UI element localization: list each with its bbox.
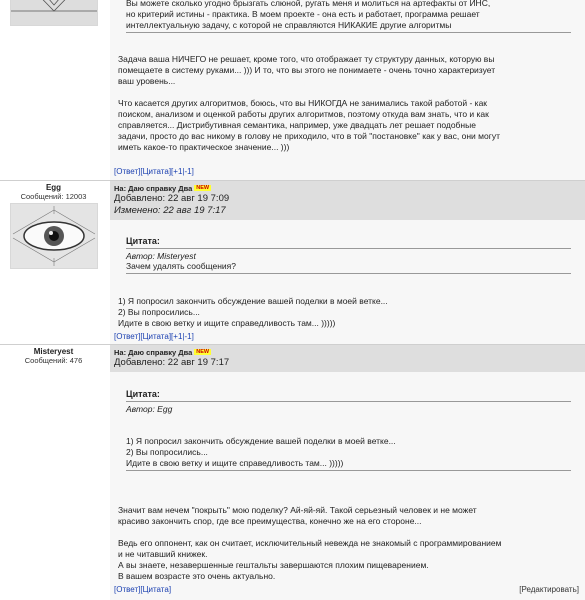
avatar bbox=[10, 203, 98, 269]
new-badge: NEW bbox=[196, 185, 210, 191]
rate-link[interactable]: [+1|-1] bbox=[171, 167, 194, 176]
quote-link[interactable]: [Цитата] bbox=[140, 167, 172, 176]
quote-line: но критерий истины - практика. В моем проекте - она есть и работает, программа решает bbox=[126, 9, 480, 19]
avatar bbox=[10, 0, 98, 26]
post-2 bbox=[0, 181, 585, 344]
text-line: Задача ваша НИЧЕГО не решает, кроме того, что отображает ту структуру данных, которую вы bbox=[118, 54, 495, 64]
post-3-author bbox=[0, 345, 107, 365]
text-line: 2) Вы попросились... bbox=[118, 307, 200, 317]
author-name[interactable]: Egg bbox=[45, 183, 62, 192]
text-line: Значит вам нечем "покрыть" мою поделку? Ай-яй-яй. Такой серьезный человек и не может bbox=[118, 505, 477, 515]
post-3-content bbox=[110, 345, 585, 600]
post-date-added: Добавлено: 22 авг 19 7:09 bbox=[114, 193, 230, 204]
post-2-author bbox=[0, 181, 107, 269]
text-line: Идите в свою ветку и ищите справедливость там... ))))) bbox=[118, 318, 336, 328]
reply-link[interactable]: [Ответ] bbox=[114, 167, 141, 176]
edit-link[interactable]: [Редактировать] bbox=[519, 585, 579, 594]
post-title[interactable]: На: Даю справку Два bbox=[114, 184, 193, 193]
text-line: В вашем возрасте это очень актуально. bbox=[118, 571, 276, 581]
text-line: и не читавший книжек. bbox=[118, 549, 208, 559]
post-2-content bbox=[110, 181, 585, 344]
text-line: 1) Я попросил закончить обсуждение вашей поделки в моей ветке... bbox=[118, 296, 388, 306]
text-line: Ведь его оппонент, как он считает, исключительный невежда не знакомый с программированием bbox=[118, 538, 502, 548]
author-post-count: Сообщений: 12003 bbox=[20, 192, 87, 201]
avatar-image bbox=[11, 0, 97, 25]
text-line: справляется... Дистрибутивная семантика, например, уже двадцать лет решает подобные bbox=[118, 120, 476, 130]
quote-author: Автор: Egg bbox=[126, 404, 173, 414]
post-date-added: Добавлено: 22 авг 19 7:17 bbox=[114, 357, 230, 368]
post-2-actions bbox=[114, 332, 194, 341]
quote-line: 2) Вы попросились... bbox=[126, 447, 208, 457]
post-title[interactable]: На: Даю справку Два bbox=[114, 348, 193, 357]
post-1-paragraph-1 bbox=[118, 54, 567, 87]
post-date-edited: Изменено: 22 авг 19 7:17 bbox=[114, 205, 226, 216]
text-line: поиском, анализом и оценкой работы других алгоритмов, поэтому откуда вам знать, что и как bbox=[118, 109, 489, 119]
post-1 bbox=[0, 0, 585, 181]
post-3-quote bbox=[126, 389, 571, 471]
text-line: иметь какое-то практическое значение... ))) bbox=[118, 142, 290, 152]
post-1-content bbox=[110, 0, 585, 181]
text-line: красиво закончить спор, где все преимущества, конечно же на его стороне... bbox=[118, 516, 422, 526]
quote-label: Цитата: bbox=[126, 389, 571, 402]
eye-avatar-image bbox=[11, 204, 97, 268]
author-name[interactable]: Misteryest bbox=[33, 347, 74, 356]
quote-link[interactable]: [Цитата] bbox=[140, 585, 172, 594]
text-line: А вы знаете, незавершенные гештальты завершаются плохим пищеварением. bbox=[118, 560, 429, 570]
quote-link[interactable]: [Цитата] bbox=[140, 332, 172, 341]
post-3-header bbox=[110, 345, 585, 372]
quote-line: Вы можете сколько угодно брызгать слюной, ругать меня и молиться на артефакты от ИНС, bbox=[126, 0, 491, 8]
quote-line: интеллектуальную задачу, с которой не справляются НИКАКИЕ другие алгоритмы bbox=[126, 20, 452, 30]
quote-line: Идите в свою ветку и ищите справедливость там... ))))) bbox=[126, 458, 344, 468]
reply-link[interactable]: [Ответ] bbox=[114, 332, 141, 341]
quote-text bbox=[126, 0, 571, 33]
text-line: ваш уровень... bbox=[118, 76, 176, 86]
post-2-body bbox=[118, 296, 567, 329]
rate-link[interactable]: [+1|-1] bbox=[171, 332, 194, 341]
post-2-header bbox=[110, 181, 585, 220]
post-1-actions bbox=[114, 167, 194, 176]
text-line: Что касается других алгоритмов, боюсь, что вы НИКОГДА не занимались такой работой - как bbox=[118, 98, 488, 108]
new-badge: NEW bbox=[196, 349, 210, 355]
post-2-quote bbox=[126, 236, 571, 274]
quote-text bbox=[126, 436, 571, 471]
post-1-paragraph-2 bbox=[118, 98, 567, 153]
quote-label: Цитата: bbox=[126, 236, 571, 249]
quote-line: 1) Я попросил закончить обсуждение вашей поделки в моей ветке... bbox=[126, 436, 396, 446]
post-3-paragraph-1 bbox=[118, 505, 567, 527]
post-1-author bbox=[0, 0, 107, 26]
quote-author: Автор: Misteryest bbox=[126, 251, 196, 261]
author-post-count: Сообщений: 476 bbox=[24, 356, 83, 365]
text-line: помещаете в систему руками... ))) И то, что вы этого не понимаете - очень точно характеризует bbox=[118, 65, 496, 75]
post-1-quote bbox=[126, 0, 571, 33]
text-line: задачи, просто до вас никому в голову не приходило, что в той "постановке" как у вас, они могут bbox=[118, 131, 500, 141]
quote-text: Зачем удалять сообщения? bbox=[126, 261, 571, 274]
post-3 bbox=[0, 345, 585, 600]
post-3-actions bbox=[114, 585, 171, 594]
reply-link[interactable]: [Ответ] bbox=[114, 585, 141, 594]
post-3-paragraph-2 bbox=[118, 538, 567, 582]
